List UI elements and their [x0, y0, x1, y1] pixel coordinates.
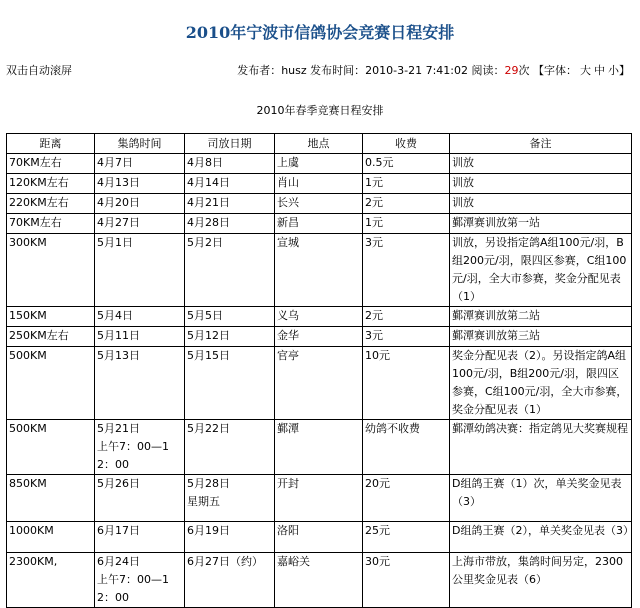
cell-place: 嘉峪关: [275, 553, 363, 608]
time-label: 发布时间：: [310, 64, 366, 77]
cell-release-date: [185, 475, 275, 522]
cell-release-date: [185, 154, 275, 174]
cell-release-date-line: 5月22日: [187, 422, 230, 435]
header-distance: 距离: [7, 134, 95, 154]
cell-place: 开封: [275, 475, 363, 522]
cell-distance: 1000KM: [7, 522, 95, 553]
schedule-subtitle: 2010年春季竞赛日程安排: [256, 104, 384, 117]
cell-collect-time-line: 上午7：00—12：00: [97, 440, 169, 471]
cell-fee: 0.5元: [363, 154, 450, 174]
table-row: [7, 194, 632, 214]
cell-collect-time: [95, 475, 185, 522]
cell-fee: 30元: [363, 553, 450, 608]
cell-fee: 1元: [363, 174, 450, 194]
cell-collect-time-line: 5月4日: [97, 309, 133, 322]
cell-collect-time: [95, 553, 185, 608]
cell-collect-time-line: 5月1日: [97, 236, 133, 249]
cell-distance: 300KM: [7, 234, 95, 307]
table-row: [7, 522, 632, 553]
cell-release-date: [185, 194, 275, 214]
reads-unit: 次: [518, 64, 530, 77]
cell-collect-time: [95, 307, 185, 327]
header-release-date: 司放日期: [185, 134, 275, 154]
cell-fee: 2元: [363, 194, 450, 214]
cell-collect-time: [95, 347, 185, 420]
cell-collect-time-line: 5月11日: [97, 329, 140, 342]
font-small-link[interactable]: 小: [608, 64, 619, 77]
cell-collect-time-line: 6月17日: [97, 524, 140, 537]
cell-release-date: [185, 347, 275, 420]
cell-fee: 幼鸽不收费: [363, 420, 450, 475]
cell-collect-time: [95, 327, 185, 347]
cell-place: 金华: [275, 327, 363, 347]
cell-distance: 150KM: [7, 307, 95, 327]
cell-distance: 220KM左右: [7, 194, 95, 214]
cell-collect-time: [95, 194, 185, 214]
table-row: [7, 214, 632, 234]
cell-release-date-line: 4月28日: [187, 216, 230, 229]
table-row: [7, 307, 632, 327]
read-count: 29: [504, 64, 519, 77]
cell-collect-time: [95, 174, 185, 194]
cell-release-date: [185, 174, 275, 194]
cell-fee: 20元: [363, 475, 450, 522]
cell-collect-time-line: 6月24日: [97, 555, 140, 568]
publisher-label: 发布者：: [237, 64, 282, 77]
cell-fee: 10元: [363, 347, 450, 420]
cell-note: 训放: [450, 154, 632, 174]
cell-collect-time: [95, 420, 185, 475]
cell-collect-time: [95, 234, 185, 307]
cell-collect-time-line: 4月13日: [97, 176, 140, 189]
cell-collect-time-line: 4月7日: [97, 156, 133, 169]
table-row: [7, 174, 632, 194]
cell-collect-time-line: 4月20日: [97, 196, 140, 209]
cell-collect-time-line: 上午7：00—12：00: [97, 573, 169, 604]
cell-note: 鄞潭幼鸽决赛：指定鸽见大奖赛规程: [450, 420, 632, 475]
header-note: 备注: [450, 134, 632, 154]
cell-release-date-line: 5月2日: [187, 236, 223, 249]
cell-place: 官亭: [275, 347, 363, 420]
cell-collect-time-line: 5月26日: [97, 477, 140, 490]
cell-note: 训放: [450, 174, 632, 194]
cell-distance: 500KM: [7, 347, 95, 420]
table-row: [7, 234, 632, 307]
cell-release-date-line: 6月19日: [187, 524, 230, 537]
cell-note: D组鸽王赛（2），单关奖金见表（3）: [450, 522, 632, 553]
cell-release-date: [185, 307, 275, 327]
cell-release-date-line: 5月12日: [187, 329, 230, 342]
cell-release-date-line: 4月21日: [187, 196, 230, 209]
cell-distance: 2300KM,: [7, 553, 95, 608]
font-large-link[interactable]: 大: [580, 64, 591, 77]
page-title: 2010年宁波市信鸽协会竞赛日程安排: [185, 23, 455, 42]
cell-release-date-line: 5月5日: [187, 309, 223, 322]
cell-release-date: [185, 522, 275, 553]
cell-collect-time: [95, 214, 185, 234]
table-row: [7, 475, 632, 522]
cell-distance: 120KM左右: [7, 174, 95, 194]
cell-place: 上虞: [275, 154, 363, 174]
cell-release-date-line: 5月15日: [187, 349, 230, 362]
cell-note: 鄞潭赛训放第一站: [450, 214, 632, 234]
cell-note: 上海市带放，集鸽时间另定，2300公里奖金见表（6）: [450, 553, 632, 608]
cell-distance: 70KM左右: [7, 214, 95, 234]
cell-collect-time: [95, 154, 185, 174]
header-place: 地点: [275, 134, 363, 154]
cell-distance: 70KM左右: [7, 154, 95, 174]
cell-release-date: [185, 327, 275, 347]
cell-release-date-line: 4月8日: [187, 156, 223, 169]
table-row: [7, 154, 632, 174]
cell-collect-time-line: 5月13日: [97, 349, 140, 362]
table-row: [7, 420, 632, 475]
cell-note: 奖金分配见表（2）。另设指定鸽A组100元/羽，B组200元/羽，限四区参赛，C组100元/羽，全大市参赛，奖金分配见表（1）: [450, 347, 632, 420]
cell-note: 鄞潭赛训放第二站: [450, 307, 632, 327]
cell-release-date: [185, 234, 275, 307]
cell-fee: 25元: [363, 522, 450, 553]
cell-distance: 250KM左右: [7, 327, 95, 347]
cell-distance: 500KM: [7, 420, 95, 475]
cell-place: 洛阳: [275, 522, 363, 553]
cell-fee: 1元: [363, 214, 450, 234]
cell-release-date: [185, 553, 275, 608]
article-meta: [237, 62, 630, 78]
cell-fee: 3元: [363, 234, 450, 307]
cell-note: 鄞潭赛训放第三站: [450, 327, 632, 347]
schedule-body: [7, 154, 632, 608]
cell-collect-time-line: 5月21日: [97, 422, 140, 435]
cell-release-date-line: 6月27日（约）: [187, 555, 263, 568]
cell-place: 鄞潭: [275, 420, 363, 475]
cell-fee: 3元: [363, 327, 450, 347]
cell-release-date: [185, 214, 275, 234]
table-header-row: [7, 134, 632, 154]
cell-collect-time-line: 4月27日: [97, 216, 140, 229]
cell-collect-time: [95, 522, 185, 553]
cell-note: 训放，另设指定鸽A组100元/羽，B组200元/羽，限四区参赛，C组100元/羽，全大市参赛，奖金分配见表（1）: [450, 234, 632, 307]
font-size-open: 【字体：: [533, 64, 577, 77]
cell-place: 肖山: [275, 174, 363, 194]
cell-note: D组鸽王赛（1）次，单关奖金见表（3）: [450, 475, 632, 522]
cell-fee: 2元: [363, 307, 450, 327]
cell-place: 宣城: [275, 234, 363, 307]
cell-release-date-line: 星期五: [187, 495, 220, 508]
cell-place: 新昌: [275, 214, 363, 234]
table-row: [7, 347, 632, 420]
publish-time: 2010-3-21 7:41:02: [365, 64, 468, 77]
auto-scroll-link[interactable]: 双击自动滚屏: [6, 64, 72, 77]
schedule-table: [6, 133, 632, 608]
cell-place: 长兴: [275, 194, 363, 214]
cell-place: 义乌: [275, 307, 363, 327]
cell-release-date-line: 5月28日: [187, 477, 230, 490]
header-fee: 收费: [363, 134, 450, 154]
cell-release-date: [185, 420, 275, 475]
reads-label: 阅读：: [471, 64, 505, 77]
table-row: [7, 327, 632, 347]
font-size-close: 】: [619, 64, 630, 77]
cell-note: 训放: [450, 194, 632, 214]
publisher-name: husz: [281, 64, 307, 77]
cell-distance: 850KM: [7, 475, 95, 522]
font-medium-link[interactable]: 中: [594, 64, 605, 77]
cell-release-date-line: 4月14日: [187, 176, 230, 189]
header-collect-time: 集鸽时间: [95, 134, 185, 154]
table-row: [7, 553, 632, 608]
